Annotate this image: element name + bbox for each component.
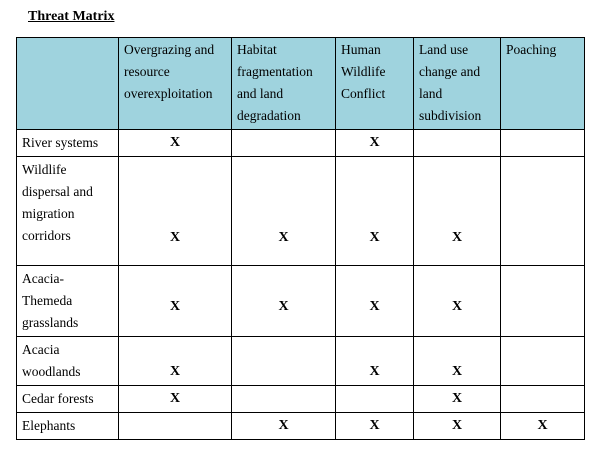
table-cell: X	[501, 413, 585, 440]
table-cell: X	[336, 157, 414, 266]
column-header-land-use-change: Land use change and land subdivision	[414, 38, 501, 130]
table-cell	[336, 386, 414, 413]
row-header-acacia-themeda: Acacia-Themeda grasslands	[17, 266, 119, 337]
table-cell: X	[336, 266, 414, 337]
table-cell	[119, 413, 232, 440]
table-cell: X	[119, 130, 232, 157]
column-header-corner	[17, 38, 119, 130]
threat-matrix-table	[16, 37, 585, 440]
table-row	[17, 413, 585, 440]
table-row	[17, 130, 585, 157]
row-header-acacia-woodlands: Acacia woodlands	[17, 337, 119, 386]
table-row	[17, 266, 585, 337]
table-cell	[501, 386, 585, 413]
column-header-overgrazing: Overgrazing and resource overexploitation	[119, 38, 232, 130]
column-header-human-wildlife-conflict: Human Wildlife Conflict	[336, 38, 414, 130]
table-row	[17, 337, 585, 386]
table-cell: X	[414, 413, 501, 440]
column-header-habitat-fragmentation: Habitat fragmentation and land degradation	[232, 38, 336, 130]
table-cell: X	[119, 337, 232, 386]
table-row	[17, 157, 585, 266]
table-cell	[232, 130, 336, 157]
header-row	[17, 38, 585, 130]
table-cell: X	[336, 130, 414, 157]
table-cell: X	[414, 386, 501, 413]
row-header-wildlife-dispersal: Wildlife dispersal and migration corridors	[17, 157, 119, 266]
table-cell: X	[119, 386, 232, 413]
column-header-poaching: Poaching	[501, 38, 585, 130]
table-cell: X	[232, 157, 336, 266]
table-cell: X	[232, 413, 336, 440]
table-cell	[501, 266, 585, 337]
row-header-elephants: Elephants	[17, 413, 119, 440]
table-cell: X	[119, 266, 232, 337]
table-cell: X	[336, 413, 414, 440]
table-cell	[501, 130, 585, 157]
table-cell: X	[414, 266, 501, 337]
table-cell: X	[414, 337, 501, 386]
table-cell: X	[232, 266, 336, 337]
table-cell: X	[336, 337, 414, 386]
table-cell: X	[119, 157, 232, 266]
row-header-river-systems: River systems	[17, 130, 119, 157]
table-cell	[501, 337, 585, 386]
table-cell	[501, 157, 585, 266]
table-cell	[414, 130, 501, 157]
table-cell: X	[414, 157, 501, 266]
table-cell	[232, 337, 336, 386]
row-header-cedar-forests: Cedar forests	[17, 386, 119, 413]
table-cell	[232, 386, 336, 413]
page-title: Threat Matrix	[28, 9, 115, 24]
table-row	[17, 386, 585, 413]
